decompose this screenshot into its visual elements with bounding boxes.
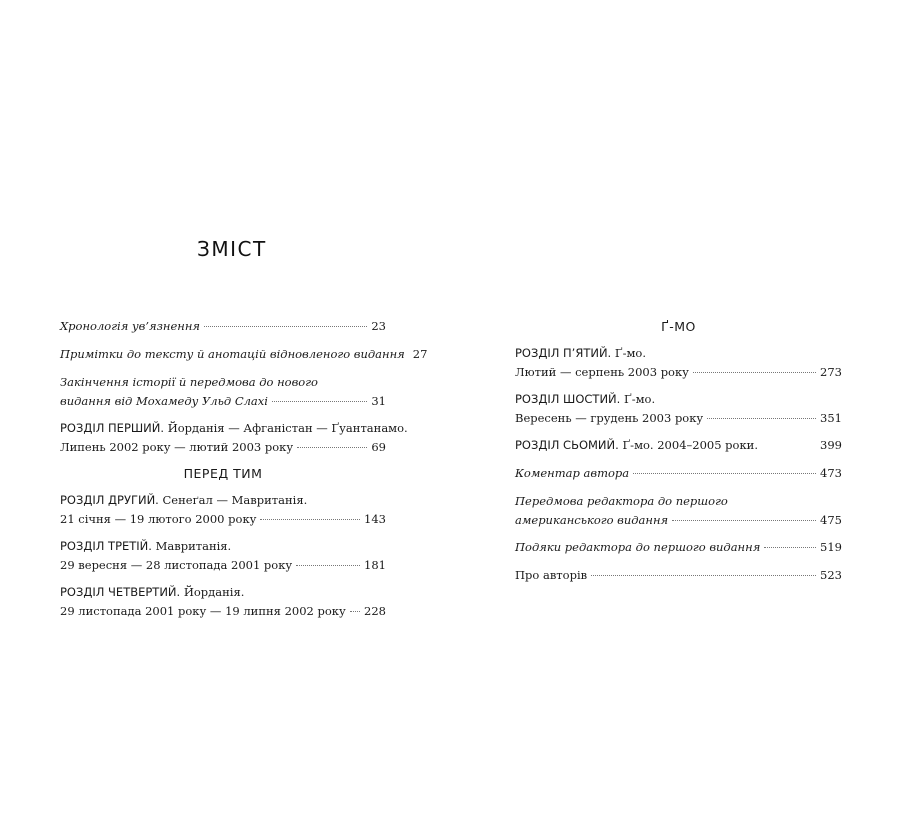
chapter-dates: Липень 2002 року — лютий 2003 року <box>60 440 294 454</box>
toc-entry-title-line2: американського видання <box>515 513 669 527</box>
dot-leader <box>204 326 367 327</box>
section-heading-before: ПЕРЕД ТИМ <box>183 466 263 481</box>
dot-leader <box>672 520 816 521</box>
dot-leader <box>272 401 367 402</box>
toc-entry-chapter-1[interactable] <box>60 419 408 457</box>
dot-leader <box>633 473 816 474</box>
page-number: 143 <box>364 512 386 526</box>
dot-leader <box>260 519 360 520</box>
page-number: 27 <box>412 347 428 361</box>
toc-entry-title: Коментар автора <box>515 466 630 480</box>
page-number: 523 <box>820 568 842 582</box>
dot-leader <box>764 547 816 548</box>
dot-leader <box>296 565 360 566</box>
chapter-label: РОЗДІЛ ШОСТИЙ. <box>515 392 621 406</box>
toc-entry-title: Примітки до тексту й анотацій відновленого видання <box>60 347 405 361</box>
chapter-dates: Вересень — грудень 2003 року <box>515 411 704 425</box>
page-number: 228 <box>364 604 386 618</box>
chapter-label: РОЗДІЛ П’ЯТИЙ. <box>515 346 612 360</box>
toc-entry-notes[interactable] <box>60 345 428 364</box>
chapter-subtitle: Ґ-мо. 2004–2005 роки. <box>618 438 758 452</box>
page-number: 23 <box>371 319 386 333</box>
toc-entry-chapter-3[interactable] <box>60 537 386 575</box>
chapter-label: РОЗДІЛ СЬОМИЙ. <box>515 438 619 452</box>
toc-entry-chapter-6[interactable] <box>515 390 842 428</box>
chapter-subtitle: Йорданія. <box>180 585 245 599</box>
page-number: 519 <box>820 540 842 554</box>
chapter-subtitle: Ґ-мо. <box>611 346 647 360</box>
page-title: ЗМІСТ <box>197 237 267 261</box>
dot-leader <box>591 575 816 576</box>
toc-entry-editor-thanks[interactable] <box>515 538 842 557</box>
dot-leader <box>693 372 816 373</box>
dot-leader <box>350 611 360 612</box>
dot-leader <box>762 445 816 446</box>
toc-entry-title-line1: Передмова редактора до першого <box>515 494 728 508</box>
toc-entry-about-authors[interactable] <box>515 566 842 585</box>
chapter-label: РОЗДІЛ ПЕРШИЙ. <box>60 421 165 435</box>
toc-entry-chapter-7[interactable] <box>515 436 842 455</box>
chapter-subtitle: Мавританія. <box>151 539 232 553</box>
dot-leader <box>707 418 816 419</box>
chapter-label: РОЗДІЛ ДРУГИЙ. <box>60 493 159 507</box>
toc-entry-chapter-4[interactable] <box>60 583 386 621</box>
toc-entry-afterword[interactable] <box>60 373 386 411</box>
toc-entry-editor-preface[interactable] <box>515 492 842 530</box>
toc-entry-title: Хронологія ув’язнення <box>60 319 201 333</box>
page-number: 31 <box>371 394 386 408</box>
toc-left-column <box>60 317 428 621</box>
chapter-dates: 29 листопада 2001 року — 19 липня 2002 року <box>60 604 346 618</box>
toc-entry-chronology[interactable] <box>60 317 386 336</box>
toc-entry-author-comment[interactable] <box>515 464 842 483</box>
page-number: 475 <box>820 513 842 527</box>
toc-entry-title-line2: видання від Мохамеду Ульд Слахі <box>60 394 268 408</box>
toc-entry-title-line1: Закінчення історії й передмова до нового <box>60 375 318 389</box>
chapter-subtitle: Йорданія — Афганістан — Ґуантанамо. <box>164 421 408 435</box>
chapter-subtitle: Ґ-мо. <box>620 392 656 406</box>
chapter-dates: Лютий — серпень 2003 року <box>515 365 689 379</box>
chapter-dates: 29 вересня — 28 листопада 2001 року <box>60 558 293 572</box>
toc-right-column <box>515 317 842 585</box>
page-number: 69 <box>371 440 386 454</box>
page-number: 273 <box>820 365 842 379</box>
section-heading-gmo: Ґ-МО <box>661 319 696 334</box>
dot-leader <box>297 447 367 448</box>
toc-entry-title: Подяки редактора до першого видання <box>515 540 761 554</box>
page-number: 473 <box>820 466 842 480</box>
page-number: 181 <box>364 558 386 572</box>
toc-entry-title: Про авторів <box>515 568 588 582</box>
page-number: 399 <box>820 438 842 452</box>
chapter-label: РОЗДІЛ ТРЕТІЙ. <box>60 539 152 553</box>
toc-entry-chapter-2[interactable] <box>60 491 386 529</box>
toc-entry-chapter-5[interactable] <box>515 344 842 382</box>
chapter-label: РОЗДІЛ ЧЕТВЕРТИЙ. <box>60 585 181 599</box>
chapter-dates: 21 січня — 19 лютого 2000 року <box>60 512 257 526</box>
chapter-subtitle: Сенеґал — Мавританія. <box>158 493 308 507</box>
page-number: 351 <box>820 411 842 425</box>
